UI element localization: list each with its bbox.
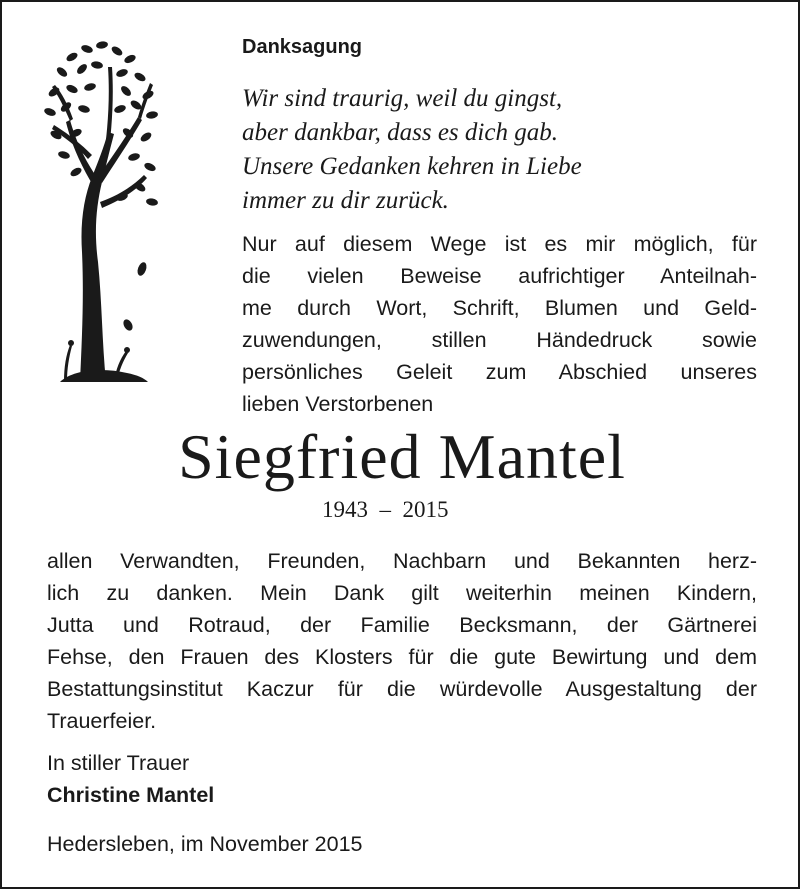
poem-line: Unsere Gedanken kehren in Liebe [242,153,582,180]
closing-phrase: In stiller Trauer [47,751,190,775]
poem-line: immer zu dir zurück. [242,187,449,214]
intro-paragraph [242,228,757,420]
body-line: lich zu danken. Mein Dank gilt weiterhin meinen Kindern, [47,581,757,605]
body-line: Jutta und Rotraud, der Familie Becksmann, der Gärtnerei [47,613,757,637]
body-line: Bestattungsinstitut Kaczur für die würdevolle Ausgestaltung der [47,677,757,701]
thanks-paragraph [47,545,757,737]
poem [242,82,582,218]
body-line: Fehse, den Frauen des Klosters für die gute Bewirtung und dem [47,645,757,669]
life-dates: 1943 – 2015 [322,497,449,522]
poem-line: aber dankbar, dass es dich gab. [242,119,558,146]
tree-silhouette-icon [42,37,160,392]
place-date: Hedersleben, im November 2015 [47,832,363,856]
body-line: Trauerfeier. [47,709,157,733]
body-line: allen Verwandten, Freunden, Nachbarn und Bekannten herz- [47,549,757,573]
intro-line: zuwendungen, stillen Händedruck sowie [242,328,757,352]
intro-line: persönliches Geleit zum Abschied unseres [242,360,757,384]
intro-line: me durch Wort, Schrift, Blumen und Geld- [242,296,757,320]
signer-name: Christine Mantel [47,783,215,807]
deceased-name: Siegfried Mantel [178,421,626,492]
intro-line: die vielen Beweise aufrichtiger Anteilnah- [242,264,757,288]
intro-line: lieben Verstorbenen [242,392,434,416]
closing-block [47,747,214,811]
poem-line: Wir sind traurig, weil du gingst, [242,85,563,112]
heading: Danksagung [242,36,363,58]
intro-line: Nur auf diesem Wege ist es mir möglich, für [242,232,757,256]
